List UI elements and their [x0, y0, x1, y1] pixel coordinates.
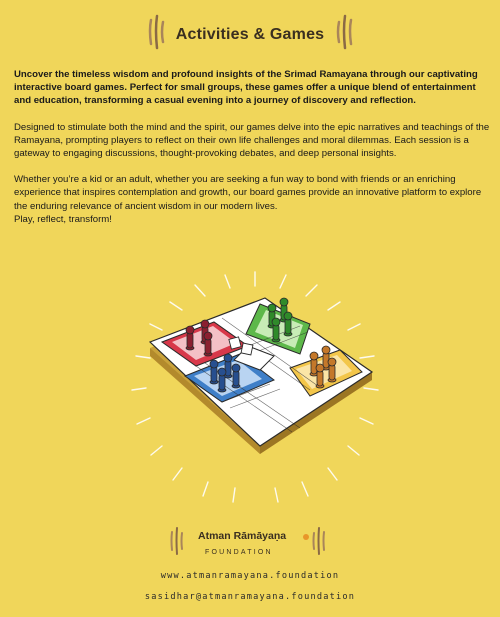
- description-paragraph: Designed to stimulate both the mind and the spirit, our games delve into the epic narratives and teachings of the Ramayana, prompting players to reflect on their own life challenges and moral dilemmas. Each session is a gateway to engaging discussions, thought-provoking debates, and deep personal insights.: [14, 121, 490, 160]
- audience-paragraph: Whether you’re a kid or an adult, whether you are seeking a fun way to bond with friends or an enriching experience that inspires contemplation and growth, our board games provide an innovative platform to explore the enduring relevance of ancient wisdom in our modern lives.: [14, 174, 482, 212]
- logo-dot-icon: [303, 534, 309, 540]
- intro-paragraph: Uncover the timeless wisdom and profound insights of the Srimad Ramayana through our captivating interactive board games. Perfect for small groups, these games offer a unique blend of entertainment and education, transforming a casual evening into a journey of discovery and reflection.: [14, 69, 478, 107]
- tribar-ornament-icon: [170, 526, 186, 556]
- tribar-ornament-icon: [336, 14, 356, 50]
- tribar-ornament-icon: [312, 526, 328, 556]
- main-content: [14, 68, 490, 239]
- logo-name: Atman Rāmāyaṇa: [198, 530, 287, 542]
- ludo-board-icon: [110, 268, 400, 508]
- website-link[interactable]: www.atmanramayana.foundation: [160, 571, 340, 581]
- page-title: Activities & Games: [175, 26, 325, 43]
- page-header: [0, 14, 500, 54]
- email-link[interactable]: sasidhar@atmanramayana.foundation: [144, 592, 356, 602]
- logo-subtitle: FOUNDATION: [205, 549, 273, 556]
- tagline: Play, reflect, transform!: [14, 213, 112, 225]
- foundation-logo: [0, 520, 500, 570]
